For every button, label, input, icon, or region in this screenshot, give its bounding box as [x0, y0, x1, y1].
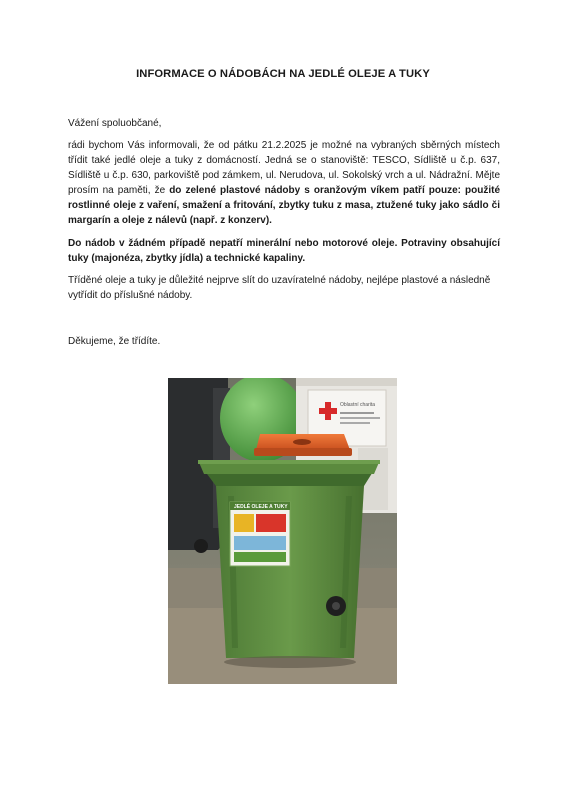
closing-text: Děkujeme, že třídíte.: [68, 336, 161, 347]
greeting: Vážení spoluobčané,: [68, 118, 162, 129]
charity-sign-text: Oblastní charita: [340, 402, 376, 408]
photo-oil-bin: [168, 378, 397, 684]
paragraph-info-bold: do zelené plastové nádoby s oranžovým víkem patří pouze: použité rostlinné oleje z vaření, smažení a fritování, zbytky tuku z masa, ztužené tuky jako sádlo či margarín a oleje z nálevů (např. z konzerv).: [68, 185, 501, 226]
paragraph-instructions: Tříděné oleje a tuky je důležité nejprve slít do uzavíratelné nádoby, nejlépe plastové a následně vytřídit do příslušné nádoby.: [68, 275, 491, 301]
paragraph-info: [68, 138, 500, 228]
paragraph-info-intro: rádi bychom Vás informovali, že od pátku 21.2.2025 je možné na vybraných sběrných místech třídit také jedlé oleje a tuky z domácností. Jedná se o stanoviště: TESCO, Sídliště u č.p. 637, Sídliště u č.p. 630, parkoviště pod zámkem, ul. Nerudova, ul. Sokolský vrch a ul. Nádražní. Mějte prosím na paměti, že: [68, 140, 500, 196]
document-title: INFORMACE O NÁDOBÁCH NA JEDLÉ OLEJE A TUKY: [136, 68, 430, 80]
bin-label-text: JEDLÉ OLEJE A TUKY: [234, 504, 288, 510]
paragraph-warning: Do nádob v žádném případě nepatří minerální nebo motorové oleje. Potraviny obsahující tuky (majonéza, zbytky jídla) a technické kapaliny.: [68, 238, 500, 264]
